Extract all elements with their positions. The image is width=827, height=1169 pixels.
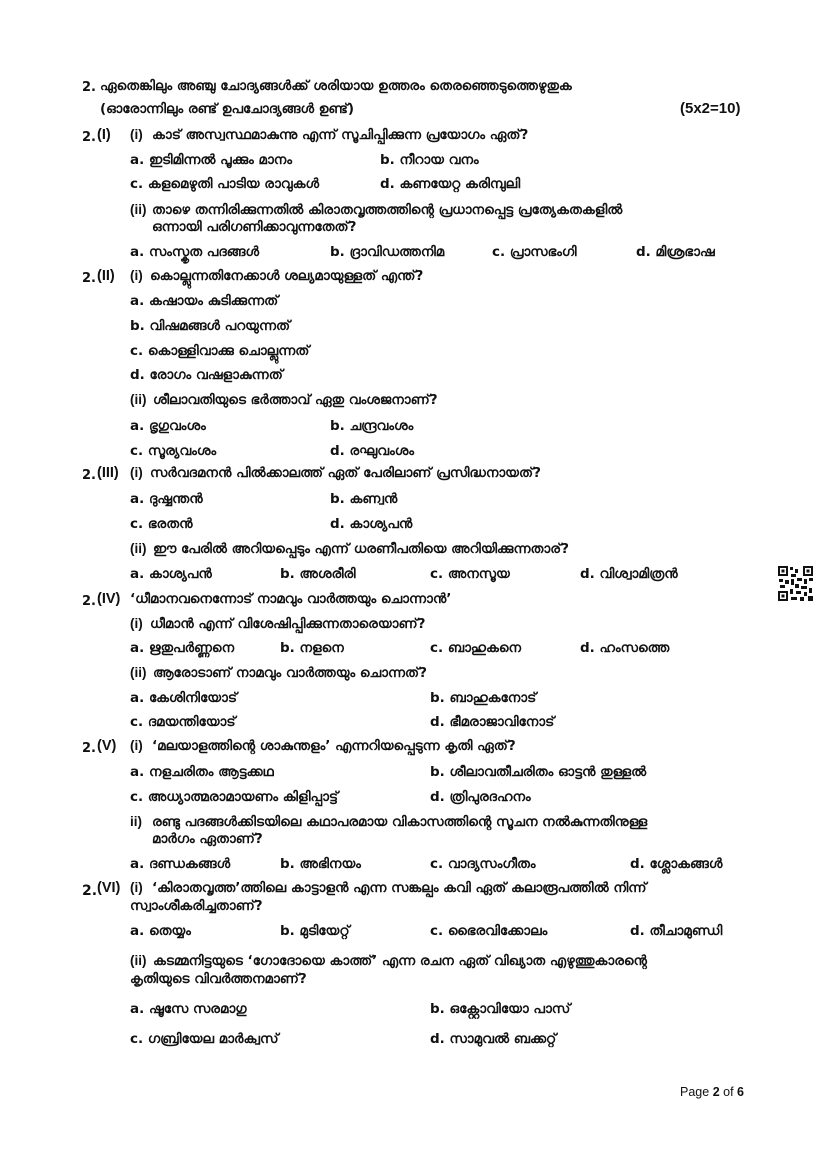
q1-sub1-label: (i) [130,127,143,142]
page-label: Page [680,1085,710,1099]
q3-sub2-question: ഈ പേരിൽ അറിയപ്പെടും എന്ന് ധരണീപതിയെ അറിയിക്കുന്നതാര്? [153,541,569,557]
q4-sub2-question: ആരോടാണ് നാമവും വാർത്തയും ചൊന്നത്? [153,665,427,681]
q6-sub2-question-line2: കൃതിയുടെ വിവർത്തനമാണ്? [130,971,307,987]
q1-sub1-option-b: b. നീറായ വനം [380,152,479,168]
q6-sub2-option-a: a. ഷൂസേ സരമാഗു [130,1001,247,1017]
q3-sub1-option-d: d. കാശ്യപൻ [330,516,413,532]
q5-roman: (V) [97,738,117,754]
q4-sub2-option-c: c. ദമയന്തിയോട് [130,714,236,730]
q6-sub2-question-line1: കടമ്മനിട്ടയുടെ ‘ഗോദോയെ കാത്ത്’ എന്ന രചന ഏത് വിഖ്യാത എഴുത്തുകാരന്റെ [153,953,647,969]
q2-sub2-option-c: c. സൂര്യവംശം [130,443,217,459]
q3-sub1-option-a: a. ദുഷ്ഷന്തൻ [130,491,203,507]
q4-roman: (IV) [97,591,121,607]
q1-sub1-option-c: c. കളമെഴുതി പാടിയ രാവുകൾ [130,176,320,192]
q6-sub1-option-b: b. മുടിയേറ്റ് [280,923,350,939]
q6-sub2-label: (ii) [130,953,147,968]
q6-sub2-option-b: b. ഒക്റ്റോവിയോ പാസ് [430,1001,571,1017]
q6-roman: (VI) [97,880,121,896]
q5-number: 2. [82,741,96,756]
q5-sub1-option-c: c. അധ്യാത്മരാമായണം കിളിപ്പാട്ട് [130,789,339,805]
q5-sub1-option-b: b. ശീലാവതീചരിതം ഓട്ടൻ തുള്ളൽ [430,764,647,780]
q4-number: 2. [82,594,96,609]
q3-sub1-option-c: c. ഭരതൻ [130,516,193,532]
q1-sub2-option-a: a. സംസ്കൃത പദങ്ങൾ [130,244,260,260]
q3-sub2-option-a: a. കാശ്യപൻ [130,566,212,582]
q4-quote: ‘ധീമാനവനെന്നോട് നാമവും വാർത്തയും ചൊന്നാൻ’ [130,591,452,607]
page-of: of [723,1085,734,1099]
q5-sub2-question-line1: രണ്ടു പദങ്ങൾക്കിടയിലെ കഥാപരമായ വികാസത്തിന്റെ സൂചന നൽകുന്നതിനുള്ള [152,814,648,830]
page-number [680,1085,744,1099]
q1-sub2-question-line1: താഴെ തന്നിരിക്കുന്നതിൽ കിരാതവൃത്തത്തിന്റെ പ്രധാനപ്പെട്ട പ്രത്യേകതകളിൽ [152,202,623,218]
q3-roman: (III) [97,465,119,481]
q3-sub1-question: സർവദമനൻ പിൽക്കാലത്ത് ഏത് പേരിലാണ് പ്രസിദ്ധനായത്? [150,465,541,481]
marks: (5x2=10) [680,100,741,117]
q4-sub1-option-d: d. ഹംസത്തെ [580,640,670,656]
q4-sub2-option-b: b. ബാഹുകനോട് [430,690,537,706]
q4-sub1-label: (i) [130,616,143,631]
q2-sub1-question: കൊല്ലുന്നതിനേക്കാൾ ശല്യമായുള്ളത് എന്ത്? [150,268,424,284]
q4-sub1-option-b: b. നളനെ [280,640,344,656]
q6-number: 2. [82,883,98,899]
q1-sub1-question: കാട് അസ്വസ്ഥമാകുന്നു എന്ന് സൂചിപ്പിക്കുന്ന പ്രയോഗം ഏത്? [152,127,529,143]
q2-number: 2. [82,271,96,286]
q5-sub2-option-c: c. വാദ്യസംഗീതം [430,856,536,872]
q6-sub1-question-line1: ‘കിരാതവൃത്ത’ത്തിലെ കാട്ടാളൻ എന്ന സങ്കല്പം കവി ഏത് കലാരൂപത്തിൽ നിന്ന് [152,880,647,896]
q5-sub2-option-b: b. അഭിനയം [280,856,361,872]
q2-sub1-option-b: b. വിഷമങ്ങൾ പറയുന്നത് [130,318,291,334]
q4-sub1-option-c: c. ബാഹുകനെ [430,640,522,656]
q5-sub2-option-d: d. ശ്ലോകങ്ങൾ [630,856,723,872]
q2-sub1-option-a: a. കഷായം കുടിക്കുന്നത് [130,293,279,309]
q2-sub1-option-c: c. കൊള്ളിവാക്കു ചൊല്ലുന്നത് [130,343,310,359]
q3-sub1-option-b: b. കണ്വൻ [330,491,398,507]
q4-sub1-question: ധീമാൻ എന്ന് വിശേഷിപ്പിക്കുന്നതാരെയാണ്? [150,616,426,632]
q2-sub2-label: (ii) [130,392,147,407]
q6-sub1-option-c: c. ഭൈരവിക്കോലം [430,923,548,939]
q6-sub1-option-d: d. തീചാമുണ്ഡി [630,923,723,939]
q5-sub1-option-d: d. ത്രിപുരദഹനം [430,789,531,805]
q1-sub2-question-line2: ഒന്നായി പരിഗണിക്കാവുന്നതേത്? [152,219,357,235]
q3-sub1-label: (i) [130,465,143,480]
q6-sub1-option-a: a. തെയ്യം [130,923,191,939]
q1-sub1-option-d: d. കണയേറ്റ കരിമ്പുലി [380,176,521,192]
q6-sub1-label: (i) [130,880,143,895]
q2-sub2-option-d: d. രഘുവംശം [330,443,415,459]
q4-sub1-option-a: a. ഋതുപർണ്ണനെ [130,640,235,656]
q1-sub2-option-d: d. മിശ്രഭാഷ [636,244,715,260]
q2-sub2-question: ശീലാവതിയുടെ ഭർത്താവ് ഏതു വംശജനാണ്? [153,392,438,408]
q5-sub2-option-a: a. ദണ്ഡകങ്ങൾ [130,856,231,872]
q1-sub2-option-b: b. ദ്രാവിഡത്തനിമ [330,244,445,260]
q3-sub2-option-b: b. അശരീരി [280,566,356,582]
intro-instruction: ഏതെങ്കിലും അഞ്ചു ചോദ്യങ്ങൾക്ക് ശരിയായ ഉത്തരം തെരഞ്ഞെടുത്തെഴുതുക [100,78,572,94]
q3-sub2-option-c: c. അനസൂയ [430,566,510,582]
q3-number: 2. [82,468,96,483]
q5-sub1-option-a: a. നളചരിതം ആട്ടക്കഥ [130,764,274,780]
q5-sub2-label: ii) [130,814,142,829]
q2-sub2-option-a: a. ഭൃഗുവംശം [130,418,206,434]
q4-sub2-option-d: d. ഭീമരാജാവിനോട് [430,714,555,730]
q3-sub2-label: (ii) [130,541,147,556]
q2-roman: (II) [97,268,115,284]
q5-sub1-question: ‘മലയാളത്തിന്റെ ശാകുന്തളം’ എന്നറിയപ്പെടുന്ന കൃതി ഏത്? [152,738,516,754]
q2-sub1-option-d: d. രോഗം വഷളാകുന്നത് [130,367,283,383]
q1-number: 2. [82,130,96,145]
q6-sub2-option-c: c. ഗബ്രിയേല മാർക്വസ് [130,1031,279,1047]
q3-sub2-option-d: d. വിശ്വാമിത്രൻ [580,566,678,582]
q5-sub1-label: (i) [130,738,143,753]
q5-sub2-question-line2: മാർഗം ഏതാണ്? [152,831,263,847]
q1-sub1-option-a: a. ഇടിമിന്നൽ പൂക്കും മാനം [130,152,292,168]
q6-sub1-question-line2: സ്വാംശീകരിച്ചതാണ്? [130,898,263,914]
q1-roman: (I) [97,127,111,143]
q2-sub2-option-b: b. ചന്ദ്രവംശം [330,418,414,434]
q6-sub2-option-d: d. സാമുവൽ ബക്കറ്റ് [430,1031,557,1047]
qr-code-icon [777,565,814,602]
q1-sub2-label: (ii) [130,202,147,217]
q4-sub2-option-a: a. കേശിനിയോട് [130,690,237,706]
intro-number: 2. [82,80,96,95]
q4-sub2-label: (ii) [130,665,147,680]
page-total: 6 [737,1085,744,1099]
q2-sub1-label: (i) [130,268,143,283]
page-current: 2 [712,1085,720,1099]
q1-sub2-option-c: c. പ്രാസഭംഗി [492,244,577,260]
intro-subnote: (ഓരോന്നിലും രണ്ട് ഉപചോദ്യങ്ങൾ ഉണ്ട്) [100,101,355,117]
